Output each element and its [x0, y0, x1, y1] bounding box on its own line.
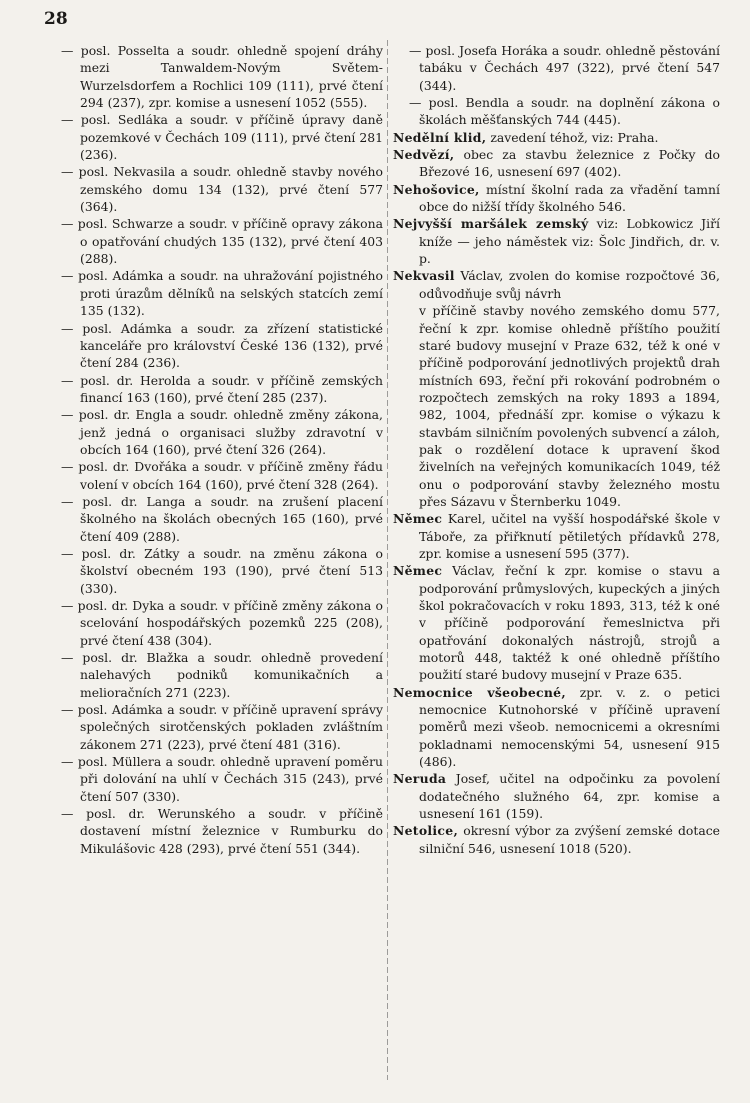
index-entry-text: obec za stavbu železnice z Počky do Březové 16, usnesení 697 (402). — [419, 147, 720, 180]
index-entry-text: Karel, učitel na vyšší hospodářské škole v Táboře, za přiřknutí pětiletých přídavků 278, zpr. komise a usnesení 595 (377). — [419, 511, 720, 561]
left-column — [61, 42, 383, 857]
index-subentry: — posl. dr. Herolda a soudr. v příčině zemských financí 163 (160), prvé čtení 285 (237). — [61, 372, 383, 405]
index-subentry: — posl. dr. Engla a soudr. ohledně změny zákona, jenž jedná o organisaci služby zdravotní v obcích 164 (160), prvé čtení 326 (264). — [61, 407, 383, 457]
index-entry-text: viz: Lobkowicz Jiří kníže — jeho náměstek viz: Šolc Jindřich, dr. v. p. — [419, 216, 720, 267]
index-entry — [393, 181, 720, 216]
index-subentry — [393, 302, 720, 510]
index-subentry: — posl. Sedláka a soudr. v příčině úpravy daně pozemkové v Čechách 109 (111), prvé čtení 281 (236). — [61, 112, 383, 163]
index-entry-heading: Neruda — [393, 771, 447, 787]
index-entry — [393, 770, 720, 822]
index-entry — [393, 822, 720, 857]
index-subentry: — posl. dr. Dvořáka a soudr. v příčině změny řádu volení v obcích 164 (160), prvé čtení 328 (264). — [61, 459, 383, 492]
index-subentry: — posl. dr. Werunského a soudr. v příčině dostavení místní železnice v Rumburku do Mikulášovic 428 (293), prvé čtení 551 (344). — [61, 806, 383, 856]
index-subentry — [393, 94, 720, 129]
index-entry-heading: Němec — [393, 563, 443, 579]
index-entry — [393, 215, 720, 267]
index-subentry: — posl. dr. Blažka a soudr. ohledně provedení nalehavých podniků komunikačních a melioračních 271 (223). — [61, 650, 383, 700]
index-entry-heading: Nejvyšší maršálek zemský — [393, 216, 589, 232]
index-subentry: — posl. Nekvasila a soudr. ohledně stavby nového zemského domu 134 (132), prvé čtení 577 (364). — [61, 164, 383, 215]
index-entry-text: Václav, zvolen do komise rozpočtové 36, odůvodňuje svůj návrh — [419, 268, 720, 301]
index-subentry: — posl. dr. Langa a soudr. na zrušení placení školného na školách obecných 165 (160), prvé čtení 409 (288). — [61, 493, 383, 544]
column-divider — [387, 40, 388, 1080]
index-entry — [393, 562, 720, 683]
index-entry-text: Josef, učitel na odpočinku za povolení dodatečného služného 64, zpr. komise a usnesení 161 (159). — [419, 771, 720, 822]
index-entry — [393, 129, 720, 146]
page-number: 28 — [44, 9, 68, 29]
index-subentry: — posl. Adámka a soudr. za zřízení statistické kanceláře pro království České 136 (132), prvé čtení 284 (236). — [61, 320, 383, 371]
index-entry-heading: Nehošovice, — [393, 181, 480, 197]
index-entry-heading: Němec — [393, 511, 443, 527]
index-entry-text: Václav, řeční k zpr. komise o stavu a podporování průmyslových, kupeckých a jiných škol pokračovacích v roku 1893, 313, též k oné v příčině podporování řemeslnictva při opatřování dokonalých nástrojů, strojů a motorů 448, taktéž k oné ohledně příštího použití staré budovy musejní v Praze 635. — [419, 563, 720, 683]
index-entry — [393, 267, 720, 302]
index-entry-text: zpr. v. z. o petici nemocnice Kutnohorské v příčině upravení poměrů mezi všeob. nemocnicemi a okresními pokladnami nemocenskými 54, usnesení 915 (486). — [419, 684, 720, 770]
index-entry-heading: Nedělní klid, — [393, 129, 487, 145]
index-subentry: — posl. dr. Zátky a soudr. na změnu zákona o školství obecném 193 (190), prvé čtení 513 (330). — [61, 545, 383, 596]
index-subentry: — posl. Posselta a soudr. ohledně spojení dráhy mezi Tanwaldem-Novým Světem-Wurzelsdorfem a Rochlici 109 (111), prvé čtení 294 (237), zpr. komise a usnesení 1052 (555). — [61, 43, 383, 111]
index-entry-heading: Nemocnice všeobecné, — [393, 684, 566, 700]
index-entry-heading: Nedvězí, — [393, 147, 455, 163]
index-subentry: — posl. Adámka a soudr. na uhražování pojistného proti úrazům dělníků na selských statcích zemí 135 (132). — [61, 268, 383, 319]
index-subentry: — posl. dr. Dyka a soudr. v příčině změny zákona o scelování hospodářských pozemků 225 (208), prvé čtení 438 (304). — [61, 598, 383, 648]
index-entry-text: — posl. Bendla a soudr. na doplnění zákona o školách měšťanských 744 (445). — [409, 95, 720, 128]
index-subentry — [393, 42, 720, 94]
index-entry-text: místní školní rada za vřadění tamní obce do nižší třídy školného 546. — [419, 181, 720, 215]
index-entry — [393, 146, 720, 181]
index-subentry: — posl. Müllera a soudr. ohledně upravení poměru při dolování na uhlí v Čechách 315 (243), prvé čtení 507 (330). — [61, 754, 383, 804]
index-entry-text: zavedení téhož, viz: Praha. — [486, 129, 659, 145]
index-subentry: — posl. Adámka a soudr. v příčině upravení správy společných sirotčenských pokladen zvláštním zákonem 271 (223), prvé čtení 481 (316). — [61, 702, 383, 752]
index-entry-text: v příčině stavby nového zemského domu 577, řeční k zpr. komise ohledně příštího použití staré budovy musejní v Praze 632, též k oné v příčině podporování jednotlivých projektů drah místních 693, řeční při rokování podrobném o rozpočtech zemských na roky 1893 a 1894, 982, 1004, přednáší zpr. komise o výkazu k stavbám silničním povolených subvencí a záloh, pak o rozdělení dotace k upravení škod živelních na veřejných komunikacích 1049, též onu o podporování stavby železného mostu přes Sázavu v Šternberku 1049. — [419, 303, 720, 509]
index-entry — [393, 510, 720, 562]
index-entry-text: — posl. Josefa Horáka a soudr. ohledně pěstování tabáku v Čechách 497 (322), prvé čtení 547 (344). — [409, 43, 720, 93]
right-column — [393, 42, 720, 857]
index-entry-heading: Nekvasil — [393, 268, 455, 284]
index-entry — [393, 684, 720, 771]
index-subentry: — posl. Schwarze a soudr. v příčině opravy zákona o opatřování chudých 135 (132), prvé čtení 403 (288). — [61, 216, 383, 267]
index-entry-text: okresní výbor za zvýšení zemské dotace silniční 546, usnesení 1018 (520). — [419, 823, 720, 856]
index-entry-heading: Netolice, — [393, 823, 459, 839]
